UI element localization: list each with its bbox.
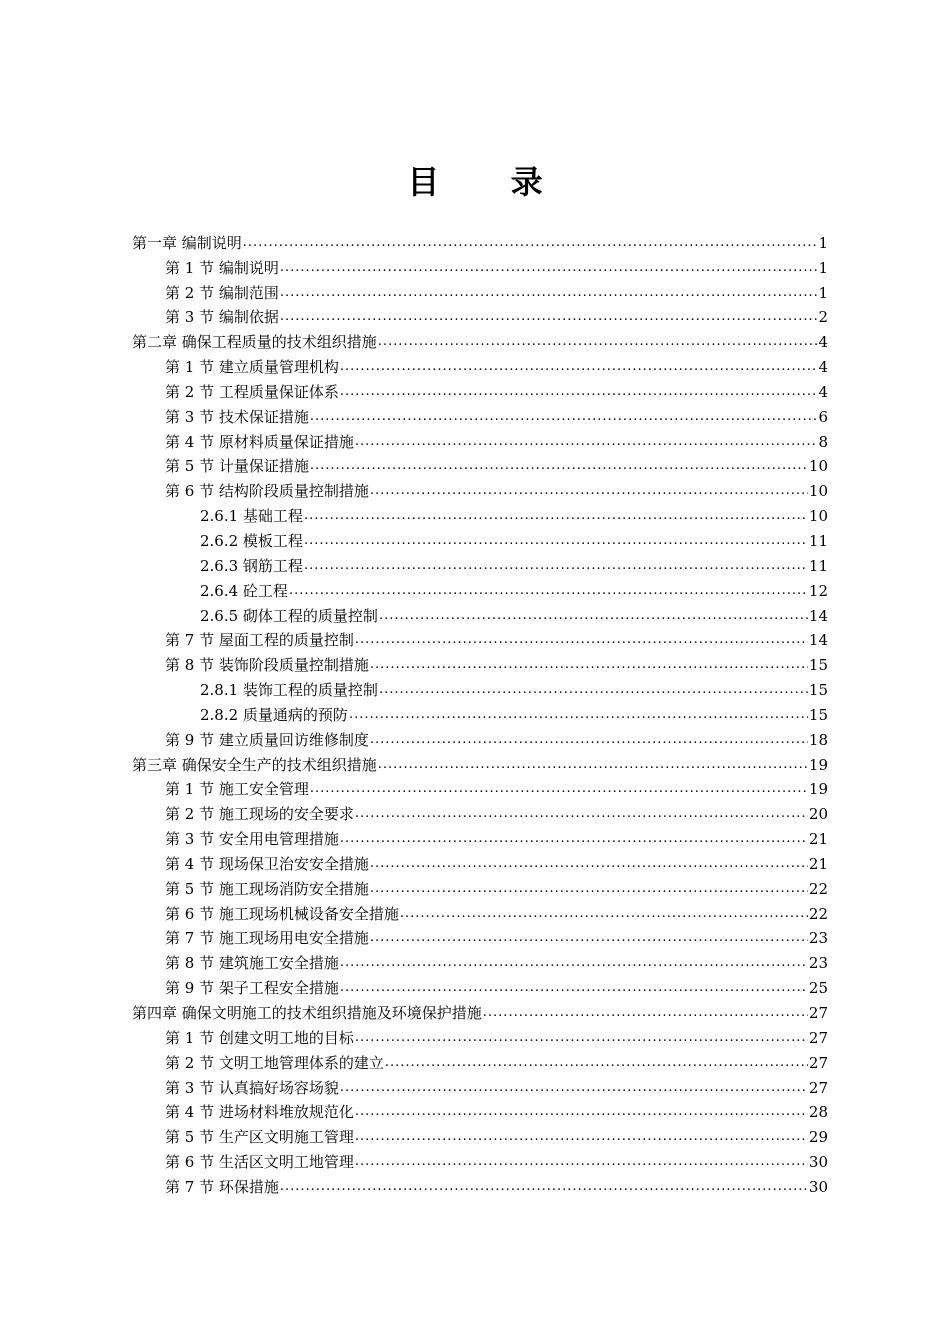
toc-page-number: 27	[808, 1053, 828, 1072]
toc-dot-leader	[400, 902, 808, 926]
toc-dot-leader	[340, 976, 808, 1000]
toc-dot-leader	[340, 827, 808, 851]
toc-dot-leader	[340, 1076, 808, 1100]
toc-page-number: 30	[808, 1177, 828, 1196]
toc-section-entry[interactable]	[132, 926, 828, 951]
toc-dot-leader	[379, 604, 808, 628]
toc-entry-title: 第 1 节 建立质量管理机构	[165, 358, 339, 377]
toc-dot-leader	[355, 1026, 808, 1050]
toc-dot-leader	[370, 877, 808, 901]
toc-page-number: 10	[808, 457, 828, 476]
toc-dot-leader	[349, 703, 808, 727]
toc-dot-leader	[355, 628, 808, 652]
toc-chapter-entry[interactable]	[132, 329, 828, 354]
toc-page-number: 20	[808, 805, 828, 824]
toc-entry-title: 第 3 节 技术保证措施	[165, 407, 309, 426]
toc-section-entry[interactable]	[132, 1124, 828, 1149]
toc-entry-title: 第四章 确保文明施工的技术组织措施及环境保护措施	[132, 1004, 482, 1022]
toc-entry-title: 第 2 节 编制范围	[165, 283, 279, 302]
toc-page-number: 28	[808, 1103, 828, 1122]
toc-dot-leader	[378, 330, 818, 354]
toc-entry-title: 第 2 节 施工现场的安全要求	[165, 805, 354, 824]
toc-page-number: 8	[818, 432, 828, 451]
toc-dot-leader	[355, 802, 808, 826]
toc-entry-title: 第 7 节 环保措施	[165, 1177, 279, 1196]
toc-page-number: 30	[808, 1153, 828, 1172]
toc-dot-leader	[280, 256, 818, 280]
toc-section-entry[interactable]	[132, 404, 828, 429]
toc-dot-leader	[340, 951, 808, 975]
toc-dot-leader	[355, 1150, 808, 1174]
toc-page-number: 2	[818, 308, 828, 327]
toc-page-number: 27	[808, 1078, 828, 1097]
toc-page-number: 21	[808, 830, 828, 849]
toc-dot-leader	[310, 454, 808, 478]
page-title	[0, 158, 950, 206]
toc-entry-title: 第三章 确保安全生产的技术组织措施	[132, 755, 377, 774]
toc-dot-leader	[304, 504, 808, 528]
toc-page-number: 1	[818, 283, 828, 302]
toc-dot-leader	[379, 678, 808, 702]
toc-entry-title: 第 7 节 屋面工程的质量控制	[165, 631, 354, 650]
toc-page-number: 15	[808, 705, 828, 724]
toc-dot-leader	[310, 777, 808, 801]
toc-section-entry[interactable]	[132, 1050, 828, 1075]
toc-dot-leader	[280, 281, 818, 305]
toc-entry-title: 第 4 节 原材料质量保证措施	[165, 432, 354, 451]
toc-page-number: 18	[808, 730, 828, 749]
toc-dot-leader	[304, 554, 808, 578]
toc-dot-leader	[370, 728, 808, 752]
toc-dot-leader	[483, 1001, 808, 1025]
toc-section-entry[interactable]	[132, 777, 828, 802]
toc-entry-title: 2.6.3 钢筋工程	[200, 556, 303, 575]
toc-page-number: 15	[808, 656, 828, 675]
toc-section-entry[interactable]	[132, 801, 828, 826]
toc-dot-leader	[280, 305, 818, 329]
toc-dot-leader	[370, 653, 808, 677]
toc-entry-title: 2.8.2 质量通病的预防	[200, 705, 348, 724]
toc-entry-title: 第 4 节 进场材料堆放规范化	[165, 1103, 354, 1122]
toc-section-entry[interactable]	[132, 1075, 828, 1100]
toc-page-number: 14	[808, 606, 828, 625]
toc-page-number: 23	[808, 954, 828, 973]
toc-page-number: 22	[808, 879, 828, 898]
toc-page-number: 23	[808, 929, 828, 948]
toc-dot-leader	[370, 926, 808, 950]
toc-subsection-entry[interactable]	[132, 702, 828, 727]
toc-entry-title: 第 5 节 生产区文明施工管理	[165, 1128, 354, 1147]
toc-entry-title: 第 1 节 施工安全管理	[165, 780, 309, 799]
toc-dot-leader	[340, 355, 818, 379]
toc-subsection-entry[interactable]	[132, 553, 828, 578]
toc-page-number: 11	[808, 531, 828, 550]
toc-dot-leader	[385, 1051, 808, 1075]
toc-entry-title: 第 9 节 建立质量回访维修制度	[165, 730, 369, 749]
toc-entry-title: 第 3 节 认真搞好场容场貌	[165, 1078, 339, 1097]
toc-entry-title: 第 6 节 生活区文明工地管理	[165, 1153, 354, 1172]
toc-page-number: 19	[808, 755, 828, 774]
toc-dot-leader	[378, 753, 808, 777]
toc-page-number: 19	[808, 780, 828, 799]
toc-page-number: 4	[818, 333, 828, 352]
toc-section-entry[interactable]	[132, 975, 828, 1000]
toc-page-number: 27	[808, 1028, 828, 1047]
toc-page-number: 15	[808, 681, 828, 700]
toc-section-entry[interactable]	[132, 652, 828, 677]
toc-chapter-entry[interactable]	[132, 752, 828, 777]
toc-dot-leader	[355, 430, 818, 454]
toc-dot-leader	[243, 231, 818, 255]
toc-page-number: 25	[808, 979, 828, 998]
toc-section-entry[interactable]	[132, 354, 828, 379]
toc-subsection-entry[interactable]	[132, 503, 828, 528]
toc-page-number: 10	[808, 482, 828, 501]
toc-page-number: 6	[818, 407, 828, 426]
toc-dot-leader	[370, 479, 808, 503]
toc-entry-title: 第 5 节 施工现场消防安全措施	[165, 879, 369, 898]
toc-dot-leader	[340, 380, 818, 404]
table-of-contents	[132, 230, 828, 1199]
toc-entry-title: 第 5 节 计量保证措施	[165, 457, 309, 476]
title-char-1: 目	[407, 163, 440, 201]
toc-dot-leader	[355, 1100, 808, 1124]
toc-section-entry[interactable]	[132, 826, 828, 851]
toc-page-number: 21	[808, 854, 828, 873]
toc-entry-title: 第 8 节 装饰阶段质量控制措施	[165, 656, 369, 675]
toc-section-entry[interactable]	[132, 901, 828, 926]
toc-page-number: 27	[808, 1004, 828, 1022]
toc-section-entry[interactable]	[132, 454, 828, 479]
toc-dot-leader	[304, 529, 808, 553]
toc-dot-leader	[289, 579, 808, 603]
toc-section-entry[interactable]	[132, 305, 828, 330]
toc-page-number: 29	[808, 1128, 828, 1147]
toc-dot-leader	[370, 852, 808, 876]
toc-section-entry[interactable]	[132, 876, 828, 901]
toc-entry-title: 2.6.1 基础工程	[200, 507, 303, 526]
title-char-2: 录	[510, 163, 543, 201]
toc-entry-title: 2.6.4 砼工程	[200, 581, 288, 600]
toc-entry-title: 第 6 节 施工现场机械设备安全措施	[165, 904, 399, 923]
toc-entry-title: 第 7 节 施工现场用电安全措施	[165, 929, 369, 948]
toc-section-entry[interactable]	[132, 429, 828, 454]
toc-section-entry[interactable]	[132, 478, 828, 503]
toc-entry-title: 第一章 编制说明	[132, 233, 242, 252]
toc-page-number: 1	[818, 258, 828, 277]
toc-page-number: 12	[808, 581, 828, 600]
toc-subsection-entry[interactable]	[132, 677, 828, 702]
toc-subsection-entry[interactable]	[132, 578, 828, 603]
toc-entry-title: 第 8 节 建筑施工安全措施	[165, 954, 339, 973]
toc-section-entry[interactable]	[132, 851, 828, 876]
toc-subsection-entry[interactable]	[132, 528, 828, 553]
toc-entry-title: 第 3 节 编制依据	[165, 308, 279, 327]
toc-entry-title: 第 3 节 安全用电管理措施	[165, 830, 339, 849]
toc-section-entry[interactable]	[132, 1149, 828, 1174]
toc-page-number: 22	[808, 904, 828, 923]
toc-dot-leader	[280, 1175, 808, 1199]
toc-section-entry[interactable]	[132, 727, 828, 752]
toc-dot-leader	[355, 1125, 808, 1149]
toc-entry-title: 第 2 节 文明工地管理体系的建立	[165, 1053, 384, 1072]
toc-section-entry[interactable]	[132, 1174, 828, 1199]
toc-chapter-entry[interactable]	[132, 230, 828, 255]
toc-entry-title: 第 2 节 工程质量保证体系	[165, 382, 339, 401]
toc-entry-title: 第二章 确保工程质量的技术组织措施	[132, 333, 377, 352]
toc-entry-title: 2.6.5 砌体工程的质量控制	[200, 606, 378, 625]
toc-section-entry[interactable]	[132, 1025, 828, 1050]
toc-section-entry[interactable]	[132, 1100, 828, 1125]
toc-page-number: 4	[818, 358, 828, 377]
toc-section-entry[interactable]	[132, 628, 828, 653]
toc-entry-title: 第 6 节 结构阶段质量控制措施	[165, 482, 369, 501]
toc-page-number: 1	[818, 233, 828, 252]
toc-page-number: 10	[808, 507, 828, 526]
toc-section-entry[interactable]	[132, 255, 828, 280]
toc-entry-title: 2.8.1 装饰工程的质量控制	[200, 681, 378, 700]
toc-dot-leader	[310, 405, 818, 429]
toc-chapter-entry[interactable]	[132, 1000, 828, 1025]
toc-page-number: 4	[818, 382, 828, 401]
toc-entry-title: 2.6.2 模板工程	[200, 531, 303, 550]
toc-section-entry[interactable]	[132, 379, 828, 404]
toc-section-entry[interactable]	[132, 280, 828, 305]
toc-entry-title: 第 1 节 创建文明工地的目标	[165, 1028, 354, 1047]
toc-section-entry[interactable]	[132, 950, 828, 975]
toc-entry-title: 第 1 节 编制说明	[165, 258, 279, 277]
toc-page-number: 14	[808, 631, 828, 650]
toc-page-number: 11	[808, 556, 828, 575]
toc-entry-title: 第 9 节 架子工程安全措施	[165, 979, 339, 998]
toc-entry-title: 第 4 节 现场保卫治安安全措施	[165, 854, 369, 873]
toc-subsection-entry[interactable]	[132, 603, 828, 628]
